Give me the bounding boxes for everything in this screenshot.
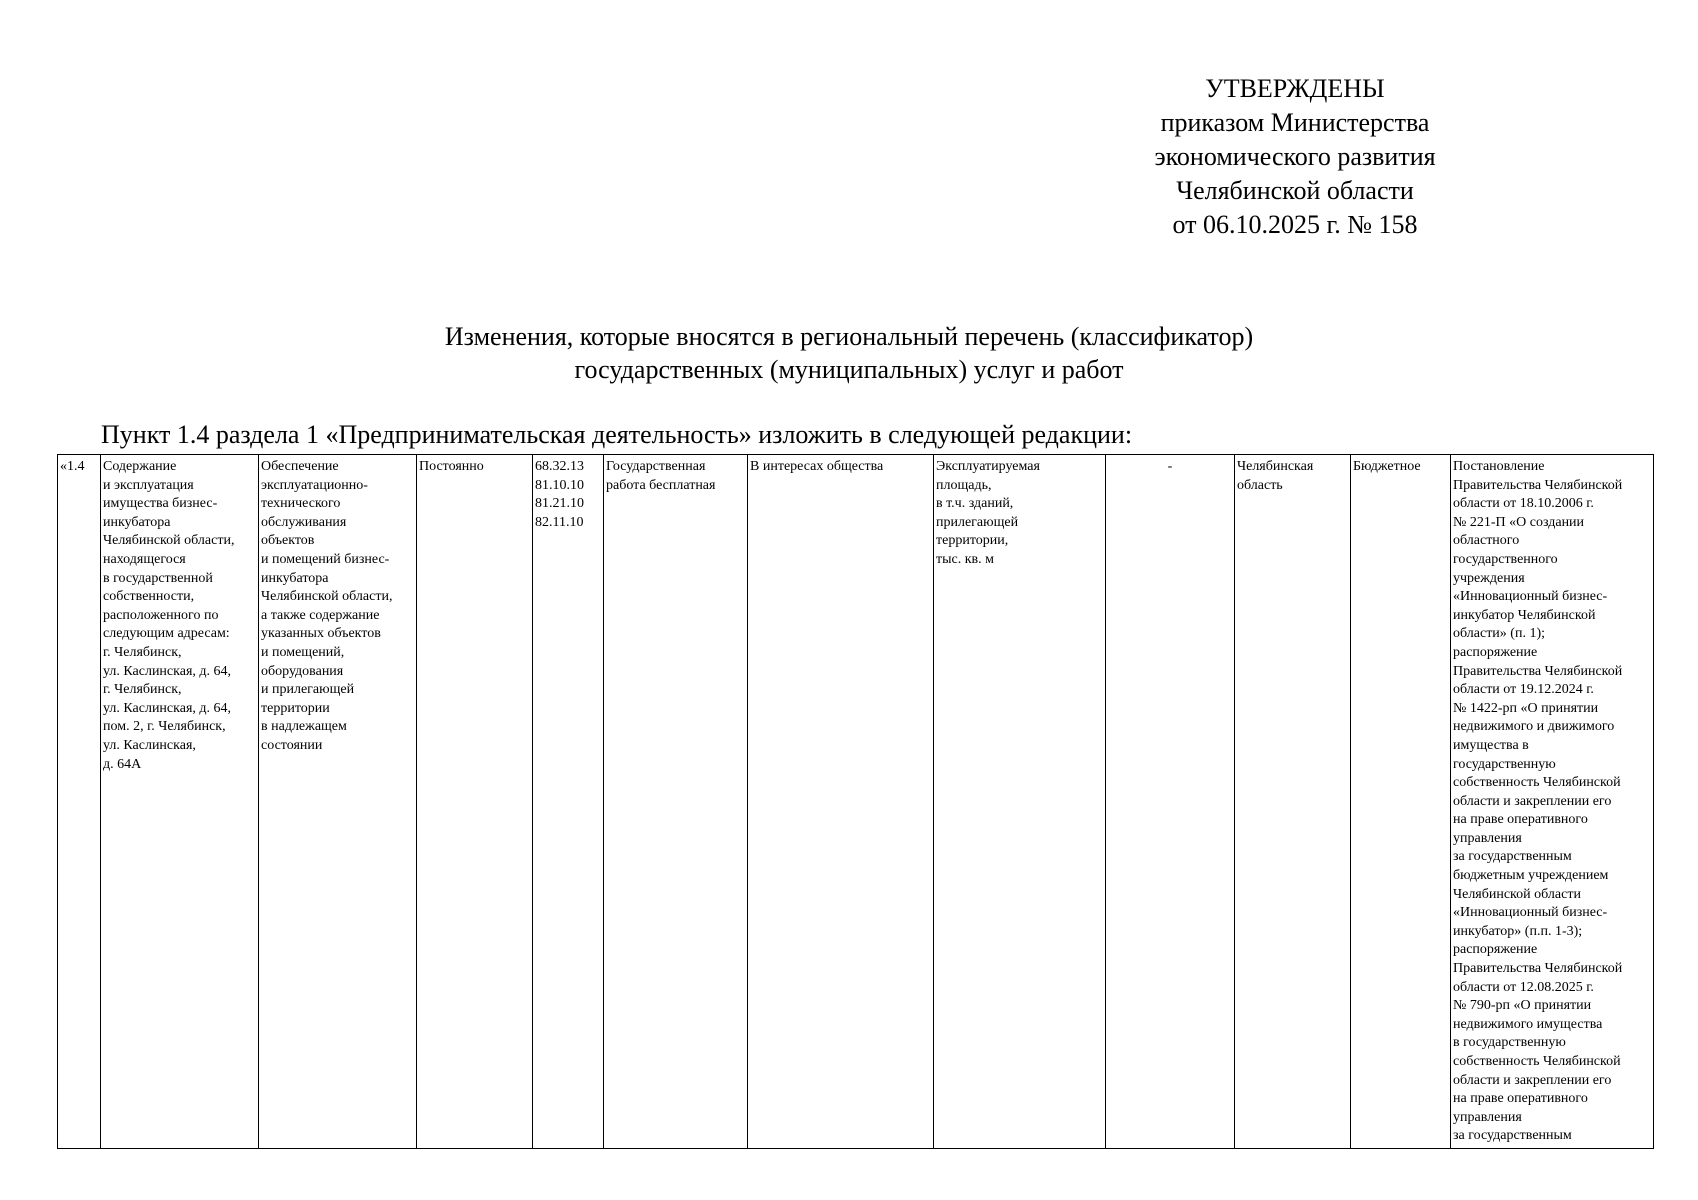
approval-line: Челябинской области — [1176, 176, 1414, 205]
cell-region: Челябинская область — [1235, 455, 1351, 1149]
approval-stamp — [1145, 72, 1445, 242]
cell-indicator: Эксплуатируемая площадь, в т.ч. зданий, прилегающей территории, тыс. кв. м — [934, 455, 1106, 1149]
cell-description: Обеспечение эксплуатационно- технического обслуживания объектов и помещений бизнес- инкубатора Челябинской области, а также содержание указанных объектов и помещений, оборудования и прилегающей территории в надлежащем состоянии — [259, 455, 417, 1149]
cell-interest: В интересах общества — [748, 455, 934, 1149]
cell-extra: - — [1106, 455, 1235, 1149]
cell-number: «1.4 — [58, 455, 101, 1149]
approval-line: приказом Министерства — [1160, 108, 1430, 137]
cell-frequency: Постоянно — [417, 455, 533, 1149]
instruction-text: Пункт 1.4 раздела 1 «Предпринимательская деятельность» изложить в следующей редакции: — [101, 420, 1133, 449]
cell-codes: 68.32.13 81.10.10 81.21.10 82.11.10 — [533, 455, 604, 1149]
services-table — [57, 454, 1654, 1149]
cell-type: Государственная работа бесплатная — [604, 455, 748, 1149]
cell-content: Содержание и эксплуатация имущества бизнес- инкубатора Челябинской области, находящегося в государственной собственности, расположенного по следующим адресам: г. Челябинск, ул. Каслинская, д. 64, г. Челябинск, ул. Каслинская, д. 64, пом. 2, г. Челябинск, ул. Каслинская, д. 64А — [101, 455, 259, 1149]
approval-line: экономического развития — [1154, 142, 1436, 171]
approval-line: УТВЕРЖДЕНЫ — [1205, 74, 1385, 103]
cell-basis: Постановление Правительства Челябинской области от 18.10.2006 г. № 221-П «О создании областного государственного учреждения «Инновационный бизнес- инкубатор Челябинской области» (п. 1); распоряжение Правительства Челябинской области от 19.12.2024 г. № 1422-рп «О принятии недвижимого и движимого имущества в государственную собственность Челябинской области и закреплении его на праве оперативного управления за государственным бюджетным учреждением Челябинской области «Инновационный бизнес- инкубатор» (п.п. 1-3); распоряжение Правительства Челябинской области от 12.08.2025 г. № 790-рп «О принятии недвижимого имущества в государственную собственность Челябинской области и закреплении его на праве оперативного управления за государственным — [1451, 455, 1654, 1149]
document-title — [0, 320, 1698, 386]
title-line-1: Изменения, которые вносятся в региональный перечень (классификатор) — [444, 322, 1254, 351]
cell-institution: Бюджетное — [1351, 455, 1451, 1149]
title-line-2: государственных (муниципальных) услуг и работ — [574, 355, 1124, 384]
table-row — [58, 455, 1654, 1149]
approval-line: от 06.10.2025 г. № 158 — [1172, 210, 1418, 239]
